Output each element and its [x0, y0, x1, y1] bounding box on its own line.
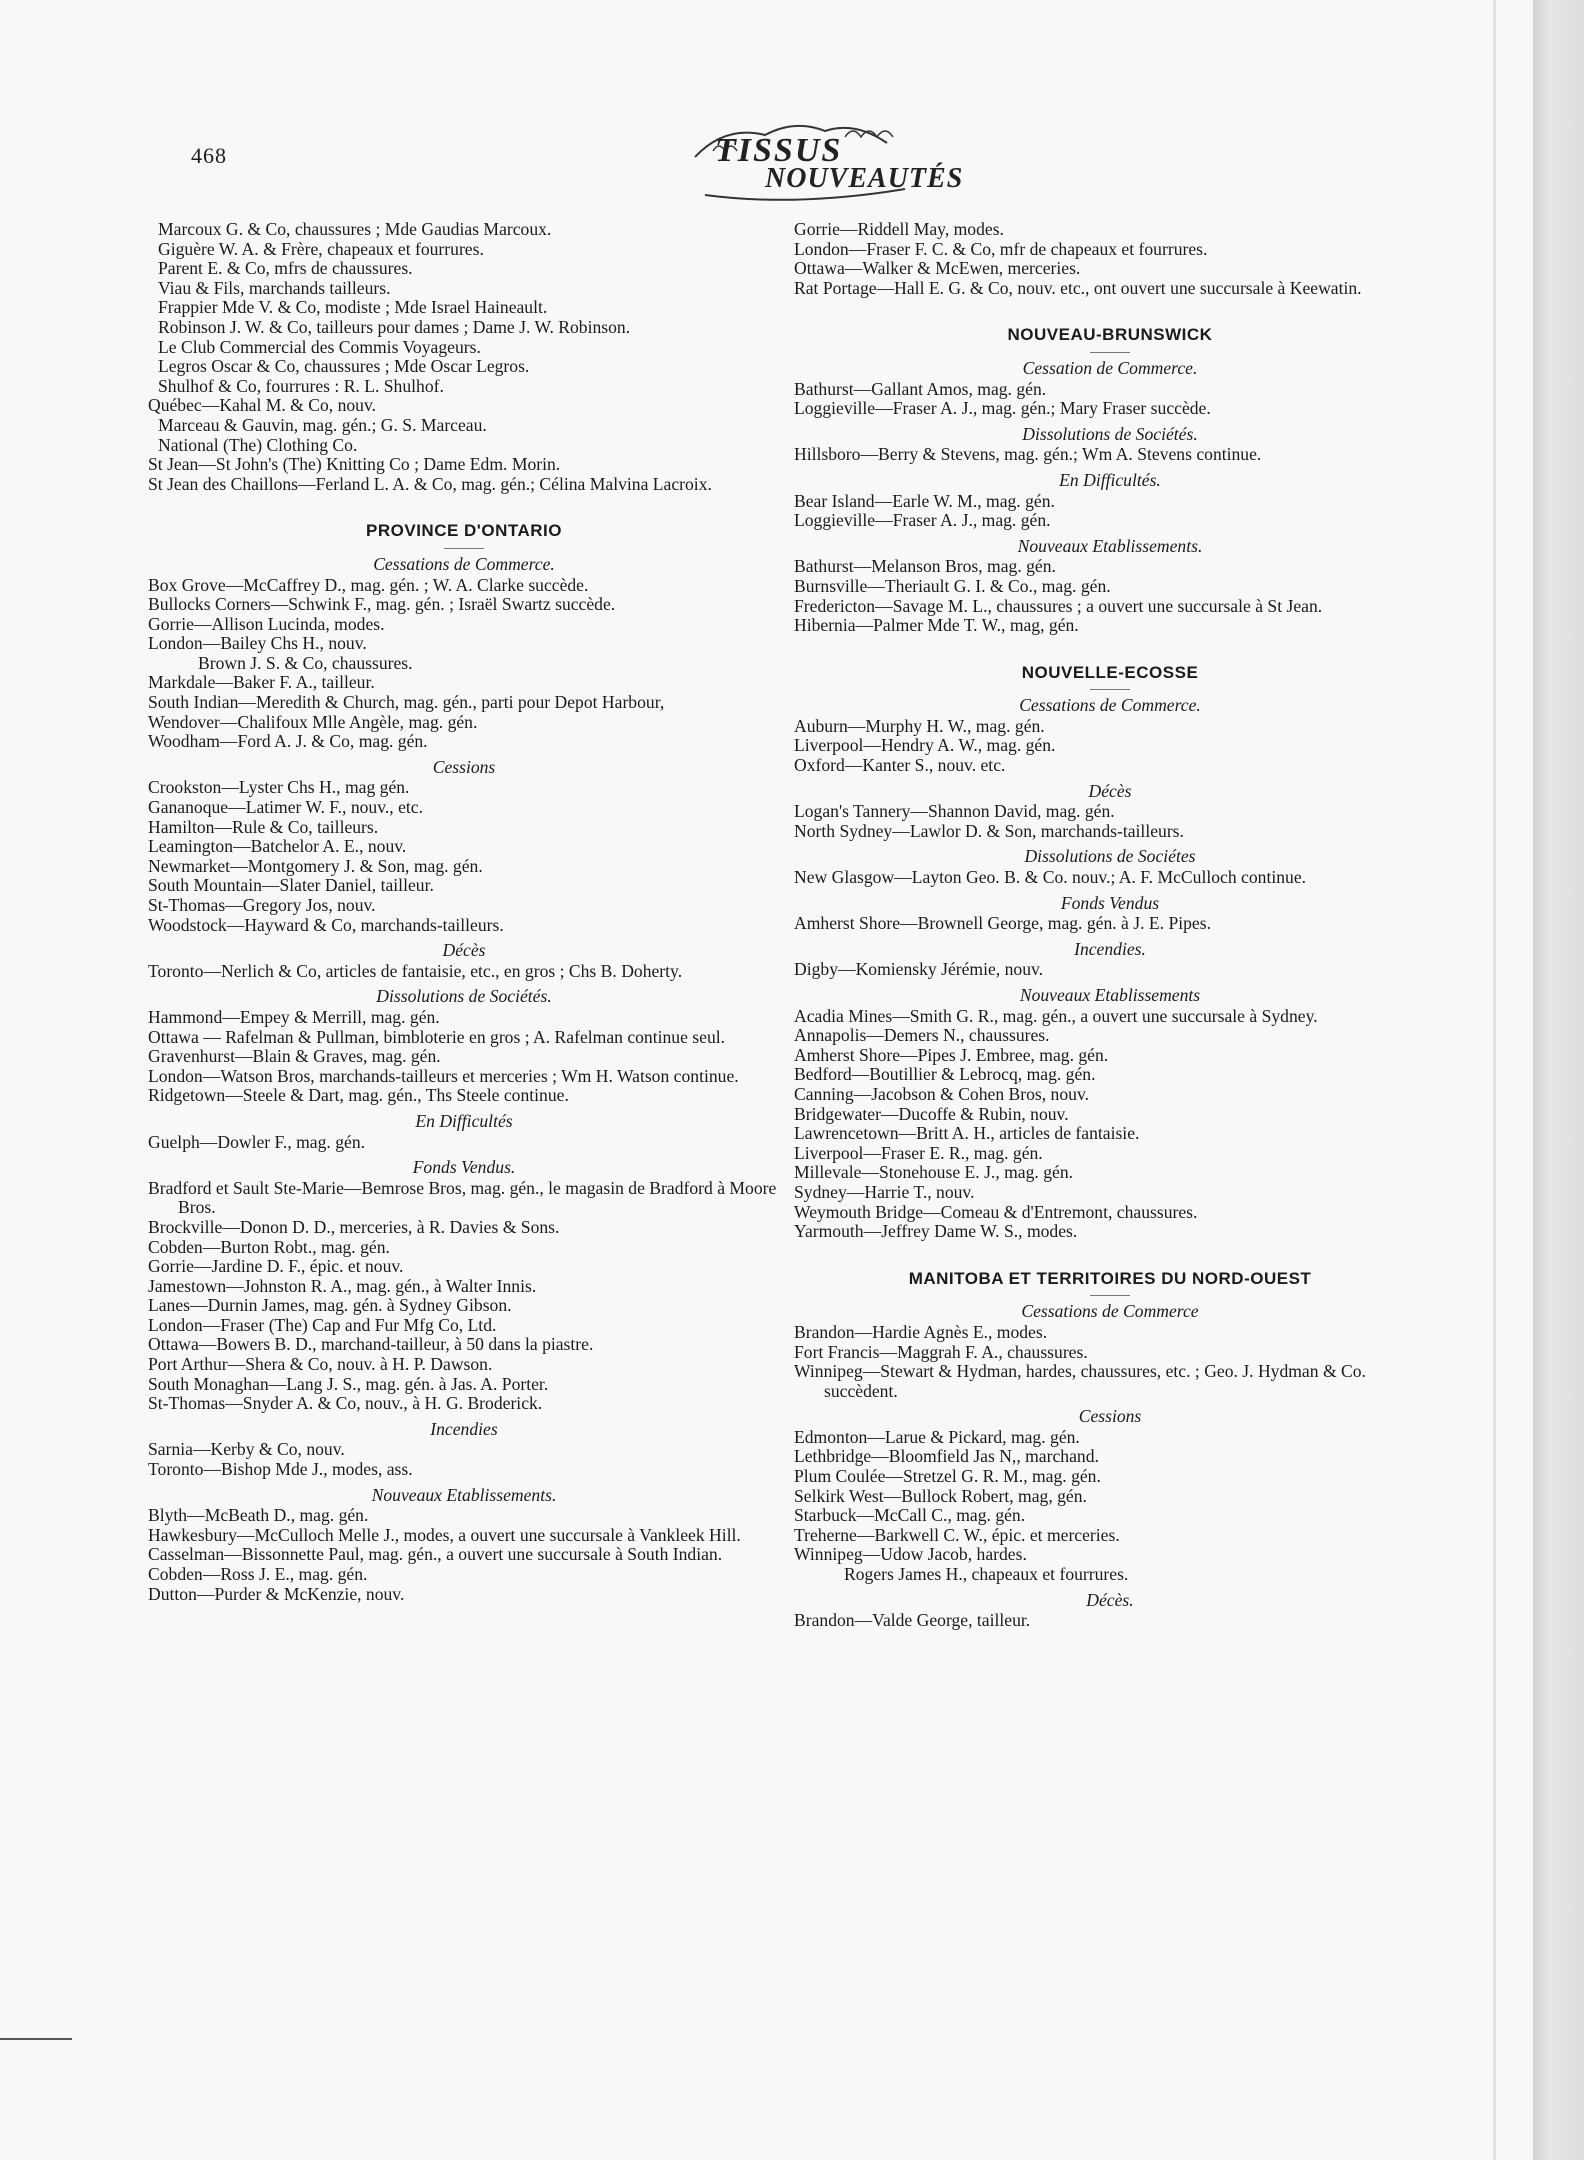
- listing-entry: Brockville—Donon D. D., merceries, à R. Davies & Sons.: [148, 1216, 560, 1237]
- listing-entry: Oxford—Kanter S., nouv. etc.: [794, 755, 1006, 776]
- listing-entry: Burnsville—Theriault G. I. & Co., mag. gén.: [794, 575, 1111, 596]
- listing-entry: St Jean des Chaillons—Ferland L. A. & Co, mag. gén.; Célina Malvina Lacroix.: [148, 473, 712, 494]
- listing-entry: Robinson J. W. & Co, tailleurs pour dames ; Dame J. W. Robinson.: [158, 316, 631, 337]
- province-heading: NOUVELLE-ECOSSE: [794, 663, 1426, 691]
- masthead-line2: NOUVEAUTÉS: [765, 163, 964, 194]
- listing-entry: Blyth—McBeath D., mag. gén.: [148, 1505, 369, 1526]
- listing-entry: St Jean—St John's (The) Knitting Co ; Dame Edm. Morin.: [148, 454, 561, 475]
- listing-entry: Bridgewater—Ducoffe & Rubin, nouv.: [794, 1103, 1069, 1124]
- listing-entry: Logan's Tannery—Shannon David, mag. gén.: [794, 801, 1115, 822]
- listing-entry: Starbuck—McCall C., mag. gén.: [794, 1505, 1026, 1526]
- listing-entry: St-Thomas—Snyder A. & Co, nouv., à H. G. Broderick.: [148, 1393, 543, 1414]
- listing-entry: Woodstock—Hayward & Co, marchands-tailleurs.: [148, 914, 504, 935]
- province-heading: PROVINCE D'ONTARIO: [148, 521, 780, 549]
- listing-entry: Wendover—Chalifoux Mlle Angèle, mag. gén.: [148, 711, 478, 732]
- listing-entry: Markdale—Baker F. A., tailleur.: [148, 672, 375, 693]
- listing-entry: Bathurst—Melanson Bros, mag. gén.: [794, 556, 1056, 577]
- listing-entry: Gravenhurst—Blain & Graves, mag. gén.: [148, 1046, 441, 1067]
- listing-entry: Lawrencetown—Britt A. H., articles de fantaisie.: [794, 1123, 1140, 1144]
- listing-entry: Marcoux G. & Co, chaussures ; Mde Gaudias Marcoux.: [158, 219, 552, 239]
- listing-entry: Leamington—Batchelor A. E., nouv.: [148, 836, 407, 857]
- listing-entry: Annapolis—Demers N., chaussures.: [794, 1025, 1050, 1046]
- listing-entry: Parent E. & Co, mfrs de chaussures.: [158, 258, 413, 279]
- listing-entry: Le Club Commercial des Commis Voyageurs.: [158, 336, 481, 357]
- section-heading: Cessions: [432, 756, 496, 777]
- listing-entry: Bradford et Sault Ste-Marie—Bemrose Bros, mag. gén., le magasin de Bradford à Moore Bros.: [148, 1177, 777, 1218]
- section-heading: Fonds Vendus: [1060, 892, 1160, 913]
- page-fold-line: [1493, 0, 1496, 2160]
- masthead-line1: TISSUS: [715, 132, 843, 169]
- section-heading: Cessions: [1078, 1406, 1142, 1427]
- listing-entry: Ridgetown—Steele & Dart, mag. gén., Ths Steele continue.: [148, 1085, 569, 1106]
- section-heading: Cessations de Commerce.: [373, 553, 555, 574]
- listing-entry: Port Arthur—Shera & Co, nouv. à H. P. Dawson.: [148, 1354, 493, 1375]
- listing-entry: Bear Island—Earle W. M., mag. gén.: [794, 490, 1055, 511]
- section-heading: Fonds Vendus.: [412, 1157, 516, 1178]
- section-heading: Dissolutions de Sociétes: [1024, 846, 1196, 867]
- page-edge-shadow: [1533, 0, 1584, 2160]
- listing-entry: New Glasgow—Layton Geo. B. & Co. nouv.; A. F. McCulloch continue.: [794, 867, 1307, 888]
- section-heading: Incendies.: [1074, 938, 1146, 959]
- listing-entry: Brandon—Valde George, tailleur.: [794, 1610, 1031, 1631]
- listing-entry: Loggieville—Fraser A. J., mag. gén.; Mary Fraser succède.: [794, 398, 1211, 419]
- listing-entry: Edmonton—Larue & Pickard, mag. gén.: [794, 1426, 1080, 1447]
- listing-entry: Ottawa—Walker & McEwen, merceries.: [794, 258, 1081, 279]
- listing-entry: Yarmouth—Jeffrey Dame W. S., modes.: [794, 1221, 1078, 1242]
- listing-entry: Hillsboro—Berry & Stevens, mag. gén.; Wm A. Stevens continue.: [794, 444, 1262, 465]
- listing-entry: Hamilton—Rule & Co, tailleurs.: [148, 816, 379, 837]
- listing-entry: Crookston—Lyster Chs H., mag gén.: [148, 777, 410, 798]
- listing-entry: Lanes—Durnin James, mag. gén. à Sydney Gibson.: [148, 1295, 512, 1316]
- section-heading: En Difficultés.: [1059, 469, 1161, 490]
- section-heading: Cessation de Commerce.: [1022, 357, 1198, 378]
- province-heading: MANITOBA ET TERRITOIRES DU NORD-OUEST: [794, 1269, 1426, 1297]
- section-heading: Nouveaux Etablissements.: [1017, 535, 1203, 556]
- listing-entry: Gorrie—Allison Lucinda, modes.: [148, 613, 385, 634]
- listing-entry: Sarnia—Kerby & Co, nouv.: [148, 1439, 345, 1460]
- listing-entry: Hibernia—Palmer Mde T. W., mag, gén.: [794, 615, 1079, 636]
- masthead-logo: [655, 115, 964, 205]
- listing-entry: Marceau & Gauvin, mag. gén.; G. S. Marceau.: [158, 414, 487, 435]
- section-heading: Cessations de Commerce.: [1019, 695, 1201, 716]
- section-heading: Décès.: [1086, 1589, 1134, 1610]
- listing-entry: Brandon—Hardie Agnès E., modes.: [794, 1321, 1048, 1342]
- section-heading: En Difficultés: [415, 1110, 513, 1131]
- listing-entry: Legros Oscar & Co, chaussures ; Mde Oscar Legros.: [158, 356, 530, 377]
- listing-entry: Casselman—Bissonnette Paul, mag. gén., a ouvert une succursale à South Indian.: [148, 1544, 723, 1565]
- listing-entry: Digby—Komiensky Jérémie, nouv.: [794, 959, 1044, 980]
- listing-entry: North Sydney—Lawlor D. & Son, marchands-tailleurs.: [794, 820, 1184, 841]
- right-column: [794, 220, 1426, 1631]
- section-heading: Nouveaux Etablissements: [1019, 985, 1201, 1005]
- listing-entry: Ottawa—Bowers B. D., marchand-tailleur, à 50 dans la piastre.: [148, 1334, 594, 1355]
- listing-entry: Cobden—Ross J. E., mag. gén.: [148, 1564, 368, 1584]
- listing-entry: Québec—Kahal M. & Co, nouv.: [148, 395, 377, 416]
- listing-entry: Viau & Fils, marchands tailleurs.: [158, 277, 391, 298]
- section-heading: Décès: [1088, 780, 1132, 801]
- listing-entry: Liverpool—Fraser E. R., mag. gén.: [794, 1142, 1043, 1163]
- listing-entry: Rat Portage—Hall E. G. & Co, nouv. etc., ont ouvert une succursale à Keewatin.: [794, 277, 1362, 298]
- listing-entry: Woodham—Ford A. J. & Co, mag. gén.: [148, 731, 428, 752]
- listing-entry: Gananoque—Latimer W. F., nouv., etc.: [148, 797, 423, 818]
- listing-entry: Guelph—Dowler F., mag. gén.: [148, 1131, 366, 1152]
- listing-entry: Acadia Mines—Smith G. R., mag. gén., a ouvert une succursale à Sydney.: [794, 1005, 1318, 1026]
- listing-entry: Auburn—Murphy H. W., mag. gén.: [794, 715, 1045, 736]
- listing-entry: Loggieville—Fraser A. J., mag. gén.: [794, 510, 1051, 531]
- left-column: [148, 220, 780, 1604]
- listing-entry: Newmarket—Montgomery J. & Son, mag. gén.: [148, 855, 483, 876]
- listing-entry: Giguère W. A. & Frère, chapeaux et fourrures.: [158, 238, 484, 259]
- section-heading: Décès: [442, 940, 486, 961]
- page-number: 468: [191, 143, 227, 168]
- listing-entry: Sydney—Harrie T., nouv.: [794, 1181, 975, 1202]
- listing-entry: Bullocks Corners—Schwink F., mag. gén. ; Israël Swartz succède.: [148, 594, 616, 615]
- listing-entry: Frappier Mde V. & Co, modiste ; Mde Israel Haineault.: [158, 297, 548, 318]
- section-heading: Cessations de Commerce: [1021, 1301, 1199, 1322]
- listing-entry: Brown J. S. & Co, chaussures.: [198, 652, 413, 673]
- section-heading: Dissolutions de Sociétés.: [376, 986, 552, 1007]
- listing-entry: Winnipeg—Stewart & Hydman, hardes, chaussures, etc. ; Geo. J. Hydman & Co. succèdent.: [794, 1361, 1366, 1401]
- listing-entry: Hammond—Empey & Merrill, mag. gén.: [148, 1006, 440, 1027]
- listing-entry: Lethbridge—Bloomfield Jas N,, marchand.: [794, 1446, 1099, 1467]
- listing-entry: Bathurst—Gallant Amos, mag. gén.: [794, 378, 1047, 399]
- listing-entry: Rogers James H., chapeaux et fourrures.: [844, 1564, 1129, 1585]
- section-heading: Nouveaux Etablissements.: [371, 1484, 557, 1505]
- listing-entry: Amherst Shore—Brownell George, mag. gén. à J. E. Pipes.: [794, 913, 1211, 934]
- edge-mark: [0, 2038, 72, 2040]
- listing-entry: London—Fraser (The) Cap and Fur Mfg Co, Ltd.: [148, 1314, 497, 1335]
- listing-entry: Jamestown—Johnston R. A., mag. gén., à Walter Innis.: [148, 1275, 537, 1296]
- listing-entry: Liverpool—Hendry A. W., mag. gén.: [794, 735, 1056, 756]
- listing-entry: London—Fraser F. C. & Co, mfr de chapeaux et fourrures.: [794, 238, 1208, 259]
- listing-entry: Toronto—Nerlich & Co, articles de fantaisie, etc., en gros ; Chs B. Doherty.: [148, 960, 683, 981]
- listing-entry: Box Grove—McCaffrey D., mag. gén. ; W. A. Clarke succède.: [148, 574, 589, 595]
- listing-entry: National (The) Clothing Co.: [158, 434, 358, 455]
- listing-entry: Shulhof & Co, fourrures : R. L. Shulhof.: [158, 375, 444, 396]
- listing-entry: Selkirk West—Bullock Robert, mag, gén.: [794, 1485, 1087, 1506]
- listing-entry: Ottawa — Rafelman & Pullman, bimbloterie en gros ; A. Rafelman continue seul.: [148, 1026, 726, 1047]
- listing-entry: South Monaghan—Lang J. S., mag. gén. à Jas. A. Porter.: [148, 1373, 549, 1394]
- listing-entry: St-Thomas—Gregory Jos, nouv.: [148, 895, 376, 915]
- listing-entry: Fredericton—Savage M. L., chaussures ; a ouvert une succursale à St Jean.: [794, 595, 1323, 616]
- listing-entry: Gorrie—Riddell May, modes.: [794, 219, 1004, 239]
- section-heading: Dissolutions de Sociétés.: [1022, 423, 1198, 444]
- section-heading: Incendies: [430, 1418, 498, 1439]
- listing-entry: Weymouth Bridge—Comeau & d'Entremont, chaussures.: [794, 1201, 1198, 1222]
- listing-entry: Bedford—Boutillier & Lebrocq, mag. gén.: [794, 1064, 1096, 1085]
- listing-entry: Canning—Jacobson & Cohen Bros, nouv.: [794, 1083, 1090, 1104]
- listing-entry: London—Bailey Chs H., nouv.: [148, 633, 367, 654]
- listing-entry: South Mountain—Slater Daniel, tailleur.: [148, 875, 434, 896]
- listing-entry: London—Watson Bros, marchands-tailleurs et merceries ; Wm H. Watson continue.: [148, 1065, 739, 1086]
- listing-entry: Toronto—Bishop Mde J., modes, ass.: [148, 1459, 413, 1480]
- listing-entry: Dutton—Purder & McKenzie, nouv.: [148, 1583, 405, 1604]
- listing-entry: Hawkesbury—McCulloch Melle J., modes, a ouvert une succursale à Vankleek Hill.: [148, 1524, 741, 1545]
- listing-entry: Gorrie—Jardine D. F., épic. et nouv.: [148, 1256, 404, 1277]
- listing-entry: Fort Francis—Maggrah F. A., chaussures.: [794, 1341, 1088, 1362]
- listing-entry: Plum Coulée—Stretzel G. R. M., mag. gén.: [794, 1466, 1101, 1487]
- listing-entry: Winnipeg—Udow Jacob, hardes.: [794, 1544, 1027, 1565]
- province-heading: NOUVEAU-BRUNSWICK: [794, 325, 1426, 353]
- listing-entry: South Indian—Meredith & Church, mag. gén., parti pour Depot Harbour,: [148, 692, 665, 713]
- listing-entry: Millevale—Stonehouse E. J., mag. gén.: [794, 1162, 1074, 1183]
- listing-entry: Treherne—Barkwell C. W., épic. et merceries.: [794, 1524, 1120, 1545]
- listing-entry: Amherst Shore—Pipes J. Embree, mag. gén.: [794, 1044, 1109, 1065]
- listing-entry: Cobden—Burton Robt., mag. gén.: [148, 1236, 390, 1257]
